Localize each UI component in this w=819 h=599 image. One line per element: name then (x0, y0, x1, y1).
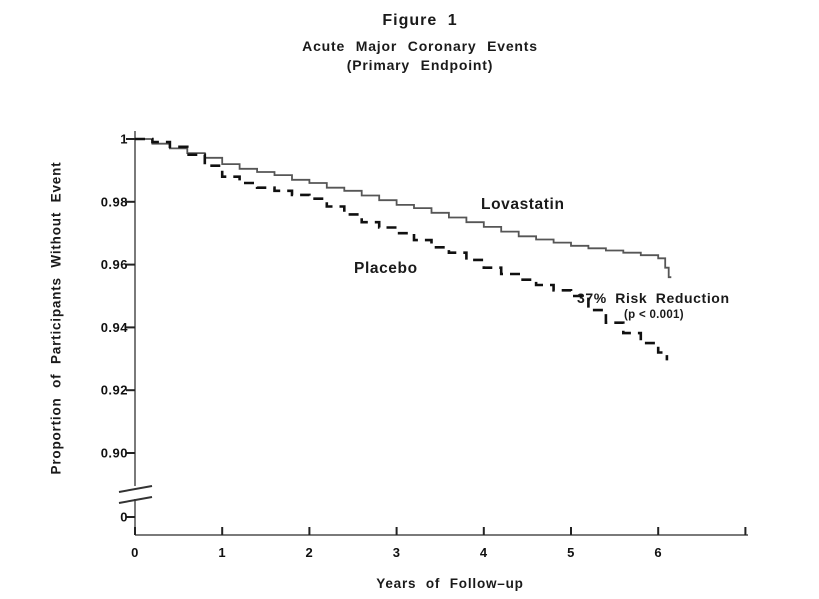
curve-lovastatin (135, 139, 671, 277)
y-axis-break-mark (119, 486, 152, 492)
series-label-lovastatin: Lovastatin (481, 196, 565, 213)
p-value-annotation: (p < 0.001) (624, 309, 684, 321)
x-tick-label: 6 (654, 545, 663, 560)
y-origin-tick-label: 0 (120, 509, 128, 525)
x-tick-label: 4 (479, 545, 488, 560)
y-tick-label: 0.90 (100, 445, 128, 461)
y-tick-label: 1 (120, 131, 128, 147)
x-tick-label: 5 (567, 545, 575, 560)
x-tick-label: 0 (131, 545, 139, 560)
y-tick-label: 0.92 (100, 382, 128, 398)
x-tick-label: 3 (392, 545, 401, 560)
figure-title: Figure 1 (382, 12, 458, 29)
x-tick-label: 1 (218, 545, 227, 560)
y-tick-label: 0.96 (100, 257, 128, 273)
chart-subtitle: (Primary Endpoint) (346, 57, 494, 73)
curve-placebo (135, 139, 667, 360)
chart-title: Acute Major Coronary Events (302, 38, 538, 54)
series-label-placebo: Placebo (354, 260, 418, 277)
y-axis-title: Proportion of Participants Without Event (48, 161, 64, 475)
y-tick-label: 0.98 (100, 194, 128, 210)
x-axis-title: Years of Follow–up (376, 576, 524, 591)
risk-reduction-annotation: 37% Risk Reduction (577, 290, 730, 306)
x-tick-label: 2 (305, 545, 314, 560)
y-tick-label: 0.94 (100, 319, 128, 335)
